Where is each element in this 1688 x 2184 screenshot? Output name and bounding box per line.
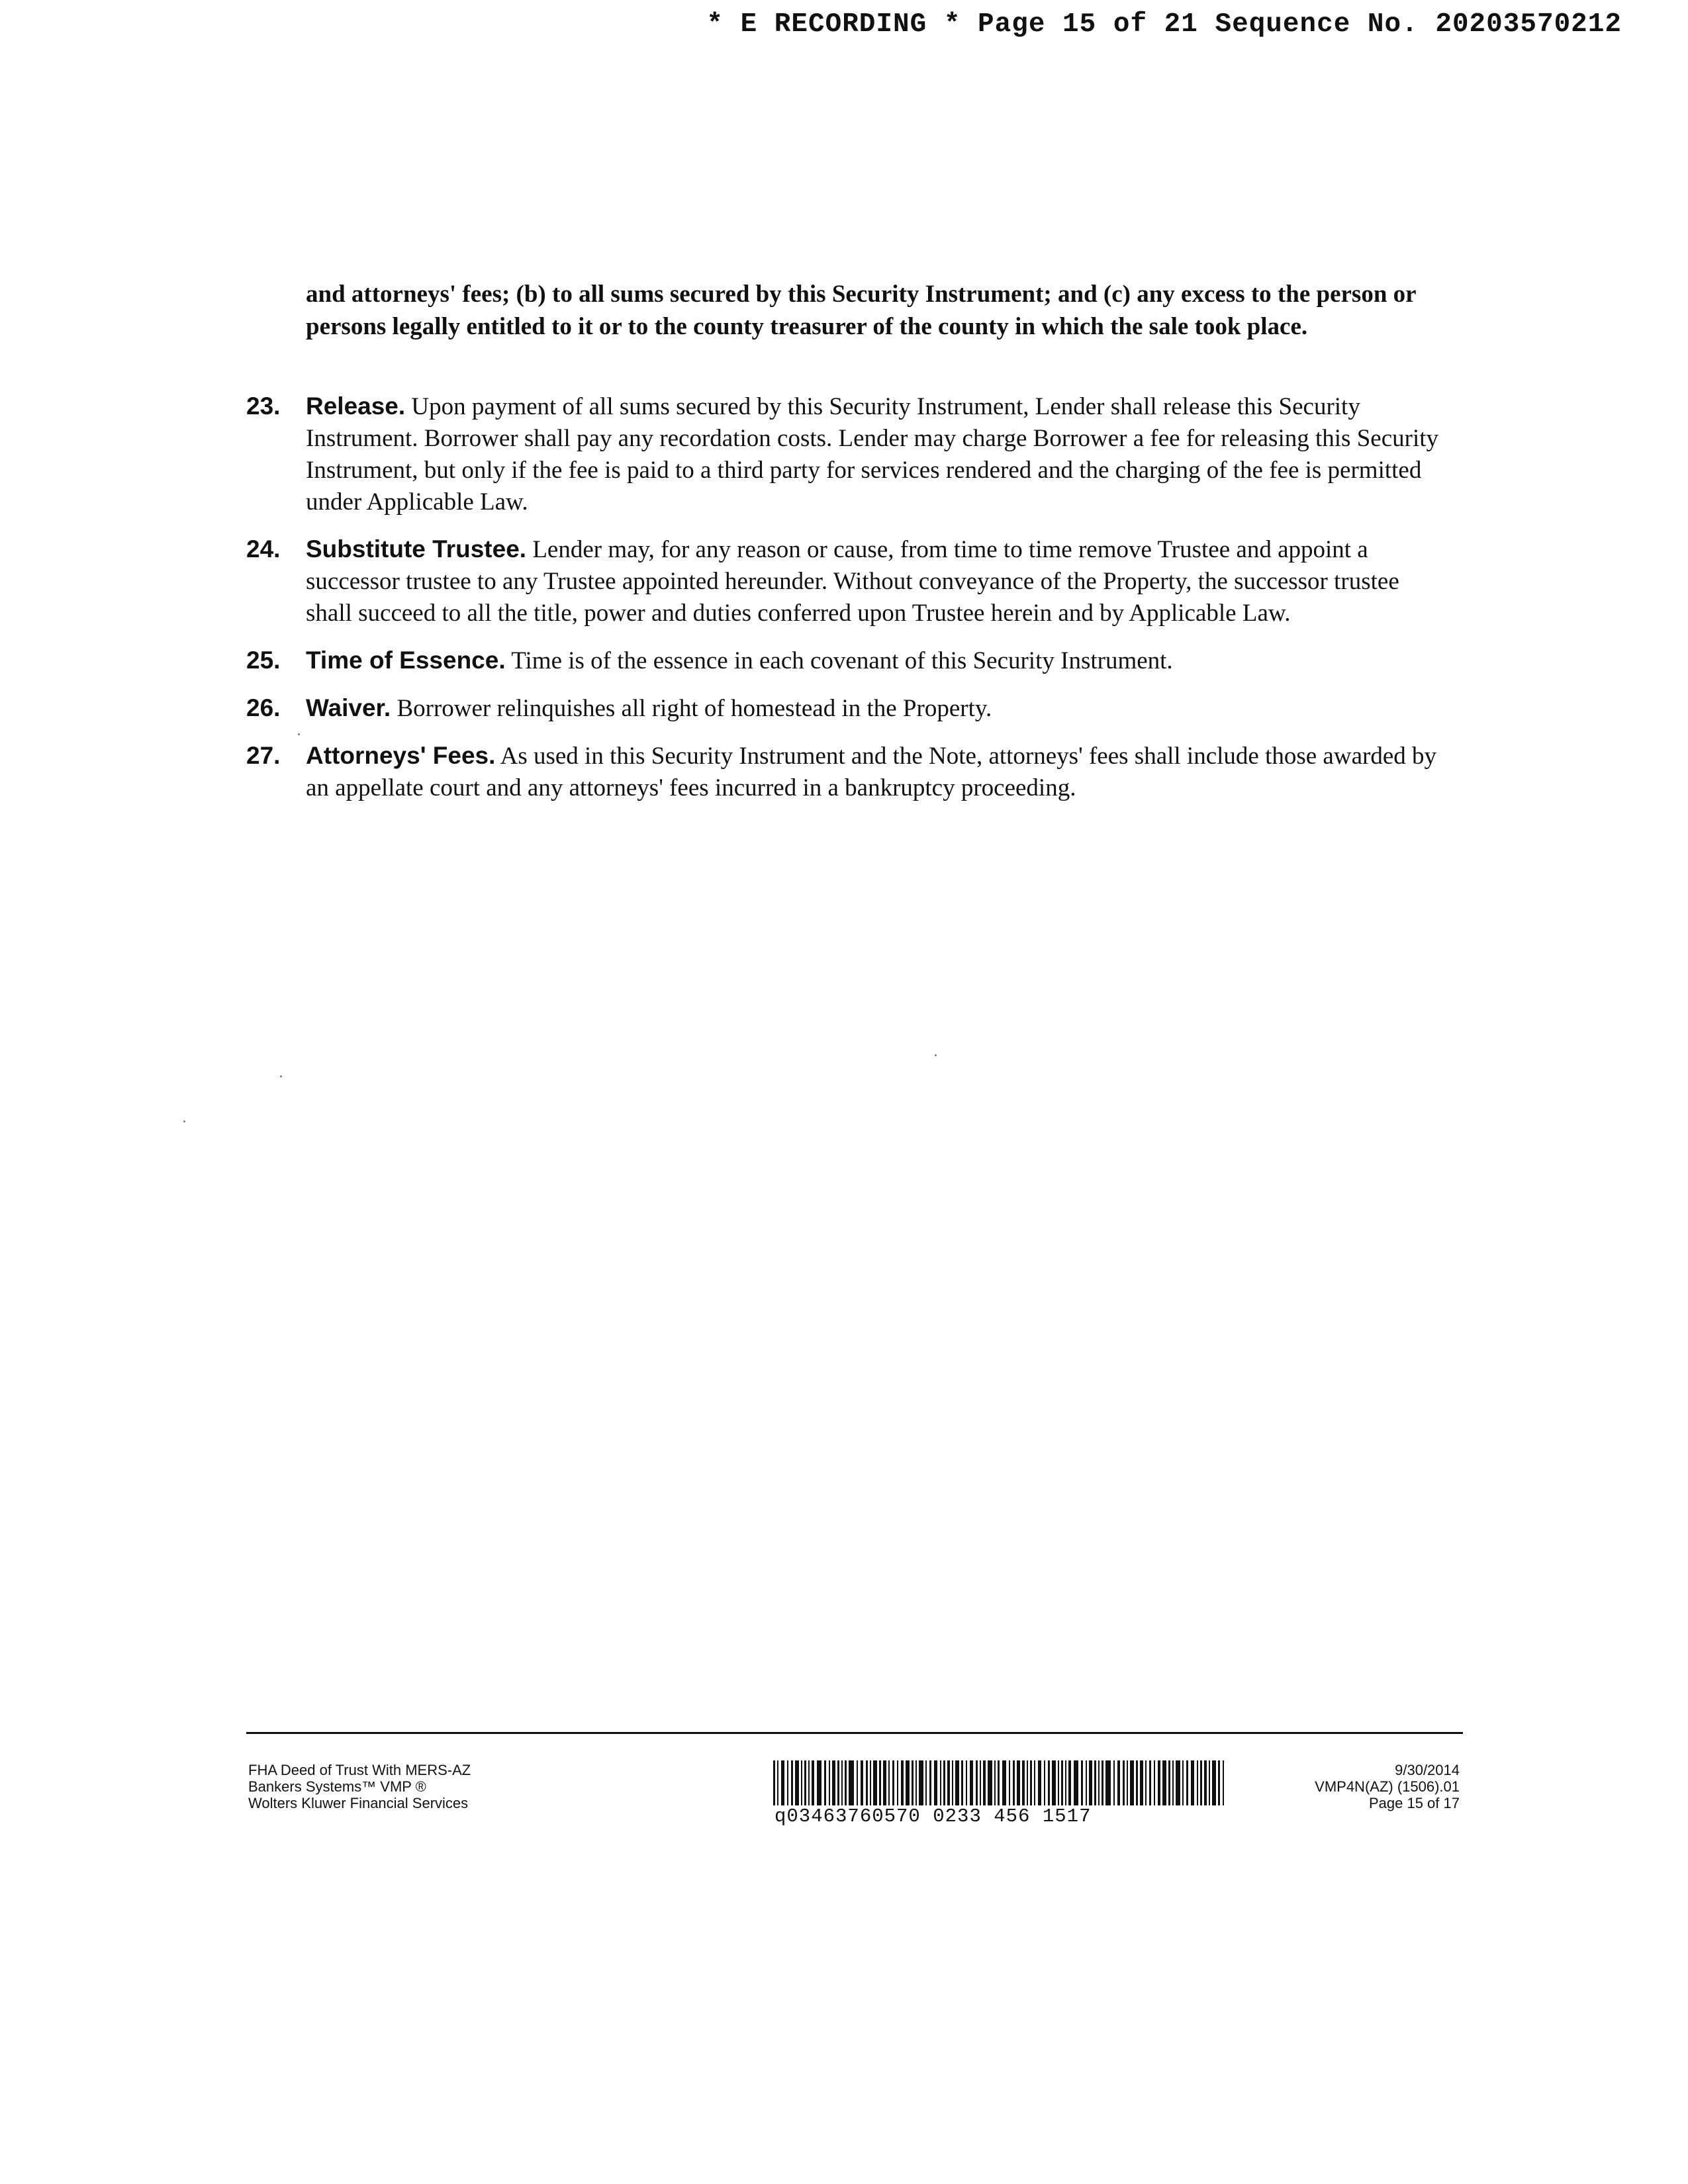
barcode-bar (1048, 1760, 1050, 1805)
barcode-bar (1058, 1760, 1059, 1805)
barcode-bar (804, 1760, 806, 1805)
barcode-bar (1098, 1760, 1100, 1805)
barcode-bar (1136, 1760, 1138, 1805)
barcode-bar (1186, 1760, 1188, 1805)
footer-form-info (248, 1762, 471, 1811)
section-text: Borrower relinquishes all right of homestead in the Property. (397, 695, 992, 722)
barcode-bar (812, 1760, 814, 1805)
barcode-bar (1094, 1760, 1096, 1805)
barcode-bar (970, 1760, 973, 1805)
barcode-bar (1162, 1760, 1166, 1805)
barcode-bar (1145, 1760, 1147, 1805)
section-25-time-of-essence (246, 645, 1451, 677)
barcode-bar (817, 1760, 821, 1805)
barcode-bar (925, 1760, 927, 1805)
section-23-release (246, 390, 1451, 518)
barcode-bar (829, 1760, 830, 1805)
section-title: Waiver. (306, 694, 391, 721)
section-number: 26. (246, 694, 281, 721)
scan-speck (280, 1075, 282, 1077)
continuation-paragraph: and attorneys' fees; (b) to all sums secured by this Security Instrument; and (c) any excess to the person or persons legally entitled to it or to the county treasurer of the county in which the sale took place. (306, 281, 1416, 340)
barcode-bar (801, 1760, 802, 1805)
recording-header: * E RECORDING * Page 15 of 21 Sequence No. 20203570212 (706, 9, 1622, 40)
barcode-bar (940, 1760, 941, 1805)
barcode-bar (1172, 1760, 1174, 1805)
barcode-bar (1200, 1760, 1202, 1805)
barcode-bar (1149, 1760, 1151, 1805)
barcode-bar (1158, 1760, 1160, 1805)
barcode-bar (777, 1760, 778, 1805)
barcode-bar (1212, 1760, 1216, 1805)
barcode-bar (976, 1760, 978, 1805)
section-title: Attorneys' Fees. (306, 742, 496, 769)
barcode-bar (1154, 1760, 1155, 1805)
footer-publisher: Bankers Systems™ VMP ® (248, 1778, 426, 1795)
section-title: Substitute Trustee. (306, 535, 527, 563)
barcode-bar (1030, 1760, 1032, 1805)
section-24-substitute-trustee (246, 533, 1451, 629)
barcode-bar (897, 1760, 898, 1805)
section-title: Release. (306, 392, 406, 420)
barcode-bar (919, 1760, 923, 1805)
barcode-bar (866, 1760, 868, 1805)
barcode-bar (988, 1760, 992, 1805)
barcode-bar (1068, 1760, 1071, 1805)
barcode-bar (1130, 1760, 1134, 1805)
barcode-bar (1052, 1760, 1056, 1805)
section-title: Time of Essence. (306, 647, 506, 674)
barcode-bar (1197, 1760, 1198, 1805)
barcode-bar (1027, 1760, 1028, 1805)
barcode-number: q03463760570 0233 456 1517 (774, 1805, 1092, 1827)
barcode-bar (781, 1760, 784, 1805)
barcode-bar (1038, 1760, 1041, 1805)
scan-speck (935, 1054, 937, 1056)
section-number: 27. (246, 742, 281, 769)
barcode-bar (1081, 1760, 1083, 1805)
barcode-bar (1127, 1760, 1128, 1805)
barcode-bar (1113, 1760, 1115, 1805)
barcode-bar (1061, 1760, 1063, 1805)
section-text: Time is of the essence in each covenant of this Security Instrument. (511, 647, 1173, 674)
barcode-bar (883, 1760, 886, 1805)
barcode-bar (1065, 1760, 1066, 1805)
barcode-bar (773, 1760, 775, 1805)
barcode-bar (870, 1760, 871, 1805)
footer-form-code: VMP4N(AZ) (1506).01 (1315, 1778, 1460, 1795)
barcode-bar (873, 1760, 877, 1805)
barcode-bar (1204, 1760, 1207, 1805)
barcode-bar (955, 1760, 959, 1805)
section-26-waiver (246, 692, 1451, 725)
barcode-bar (1140, 1760, 1143, 1805)
barcode-bar (787, 1760, 788, 1805)
barcode-bar (952, 1760, 953, 1805)
barcode-bar (983, 1760, 986, 1805)
footer-date: 9/30/2014 (1395, 1762, 1460, 1778)
barcode-bar (841, 1760, 843, 1805)
barcode-bar (943, 1760, 945, 1805)
barcode-bar (808, 1760, 810, 1805)
barcode-bar (1044, 1760, 1045, 1805)
barcode-bar (1034, 1760, 1035, 1805)
barcode-bar (915, 1760, 917, 1805)
barcode-bar (1176, 1760, 1180, 1805)
barcode-bar (901, 1760, 904, 1805)
barcode-bar (906, 1760, 910, 1805)
barcode-bar (1218, 1760, 1220, 1805)
barcode-bar (1105, 1760, 1111, 1805)
barcode-bar (1209, 1760, 1210, 1805)
barcode-bar (861, 1760, 863, 1805)
barcode-bar (837, 1760, 839, 1805)
footer-rule (246, 1732, 1463, 1734)
barcode-bar (934, 1760, 937, 1805)
barcode-bar (966, 1760, 967, 1805)
barcode-bar (845, 1760, 847, 1805)
barcode-bar (1022, 1760, 1025, 1805)
barcode-bar (832, 1760, 835, 1805)
barcode-bar (1013, 1760, 1015, 1805)
barcode-bar (1089, 1760, 1092, 1805)
barcode-bar (980, 1760, 981, 1805)
barcode-bar (892, 1760, 894, 1805)
barcode-bar (1002, 1760, 1006, 1805)
footer-page-number: Page 15 of 17 (1368, 1795, 1460, 1811)
barcode-bar (961, 1760, 963, 1805)
barcode-bar (1123, 1760, 1125, 1805)
section-27-attorneys-fees (246, 740, 1451, 804)
sections-list (246, 390, 1451, 819)
footer-form-title: FHA Deed of Trust With MERS-AZ (248, 1762, 471, 1778)
footer-form-meta (1315, 1762, 1460, 1811)
barcode-bar (795, 1760, 799, 1805)
barcode-bar (888, 1760, 890, 1805)
barcode-bar (929, 1760, 931, 1805)
barcode-bar (879, 1760, 881, 1805)
barcode (773, 1760, 1227, 1805)
barcode-bar (849, 1760, 854, 1805)
section-number: 24. (246, 535, 281, 563)
section-text: As used in this Security Instrument and the Note, attorneys' fees shall include those awarded by an appellate court and any attorneys' fees incurred in a bankruptcy proceeding. (306, 743, 1436, 801)
scan-speck (298, 733, 300, 735)
barcode-bar (791, 1760, 793, 1805)
barcode-bar (912, 1760, 914, 1805)
barcode-bar (1168, 1760, 1170, 1805)
barcode-bar (1074, 1760, 1078, 1805)
scan-speck (183, 1120, 185, 1122)
barcode-bar (1086, 1760, 1087, 1805)
barcode-bar (1102, 1760, 1103, 1805)
section-text: Upon payment of all sums secured by this Security Instrument, Lender shall release this Security Instrument. Borrower shall pay any recordation costs. Lender may charge Borrower a fee for releasing this Security Instrument, but only if the fee is paid to a third party for services rendered and the charging of the fee is permitted under Applicable Law. (306, 393, 1438, 516)
barcode-bar (857, 1760, 858, 1805)
barcode-bar (1223, 1760, 1224, 1805)
barcode-bar (1009, 1760, 1010, 1805)
barcode-bar (947, 1760, 950, 1805)
barcode-bar (994, 1760, 996, 1805)
barcode-bar (1017, 1760, 1020, 1805)
section-text: Lender may, for any reason or cause, from time to time remove Trustee and appoint a successor trustee to any Trustee appointed hereunder. Without conveyance of the Property, the successor trustee shall succeed to all the title, power and duties conferred upon Trustee herein and by Applicable Law. (306, 536, 1399, 627)
footer-company: Wolters Kluwer Financial Services (248, 1795, 469, 1811)
barcode-bar (1117, 1760, 1120, 1805)
barcode-bar (1182, 1760, 1184, 1805)
barcode-bar (998, 1760, 1000, 1805)
section-number: 25. (246, 647, 281, 674)
section-number: 23. (246, 392, 281, 420)
barcode-bar (824, 1760, 826, 1805)
barcode-bar (1191, 1760, 1194, 1805)
